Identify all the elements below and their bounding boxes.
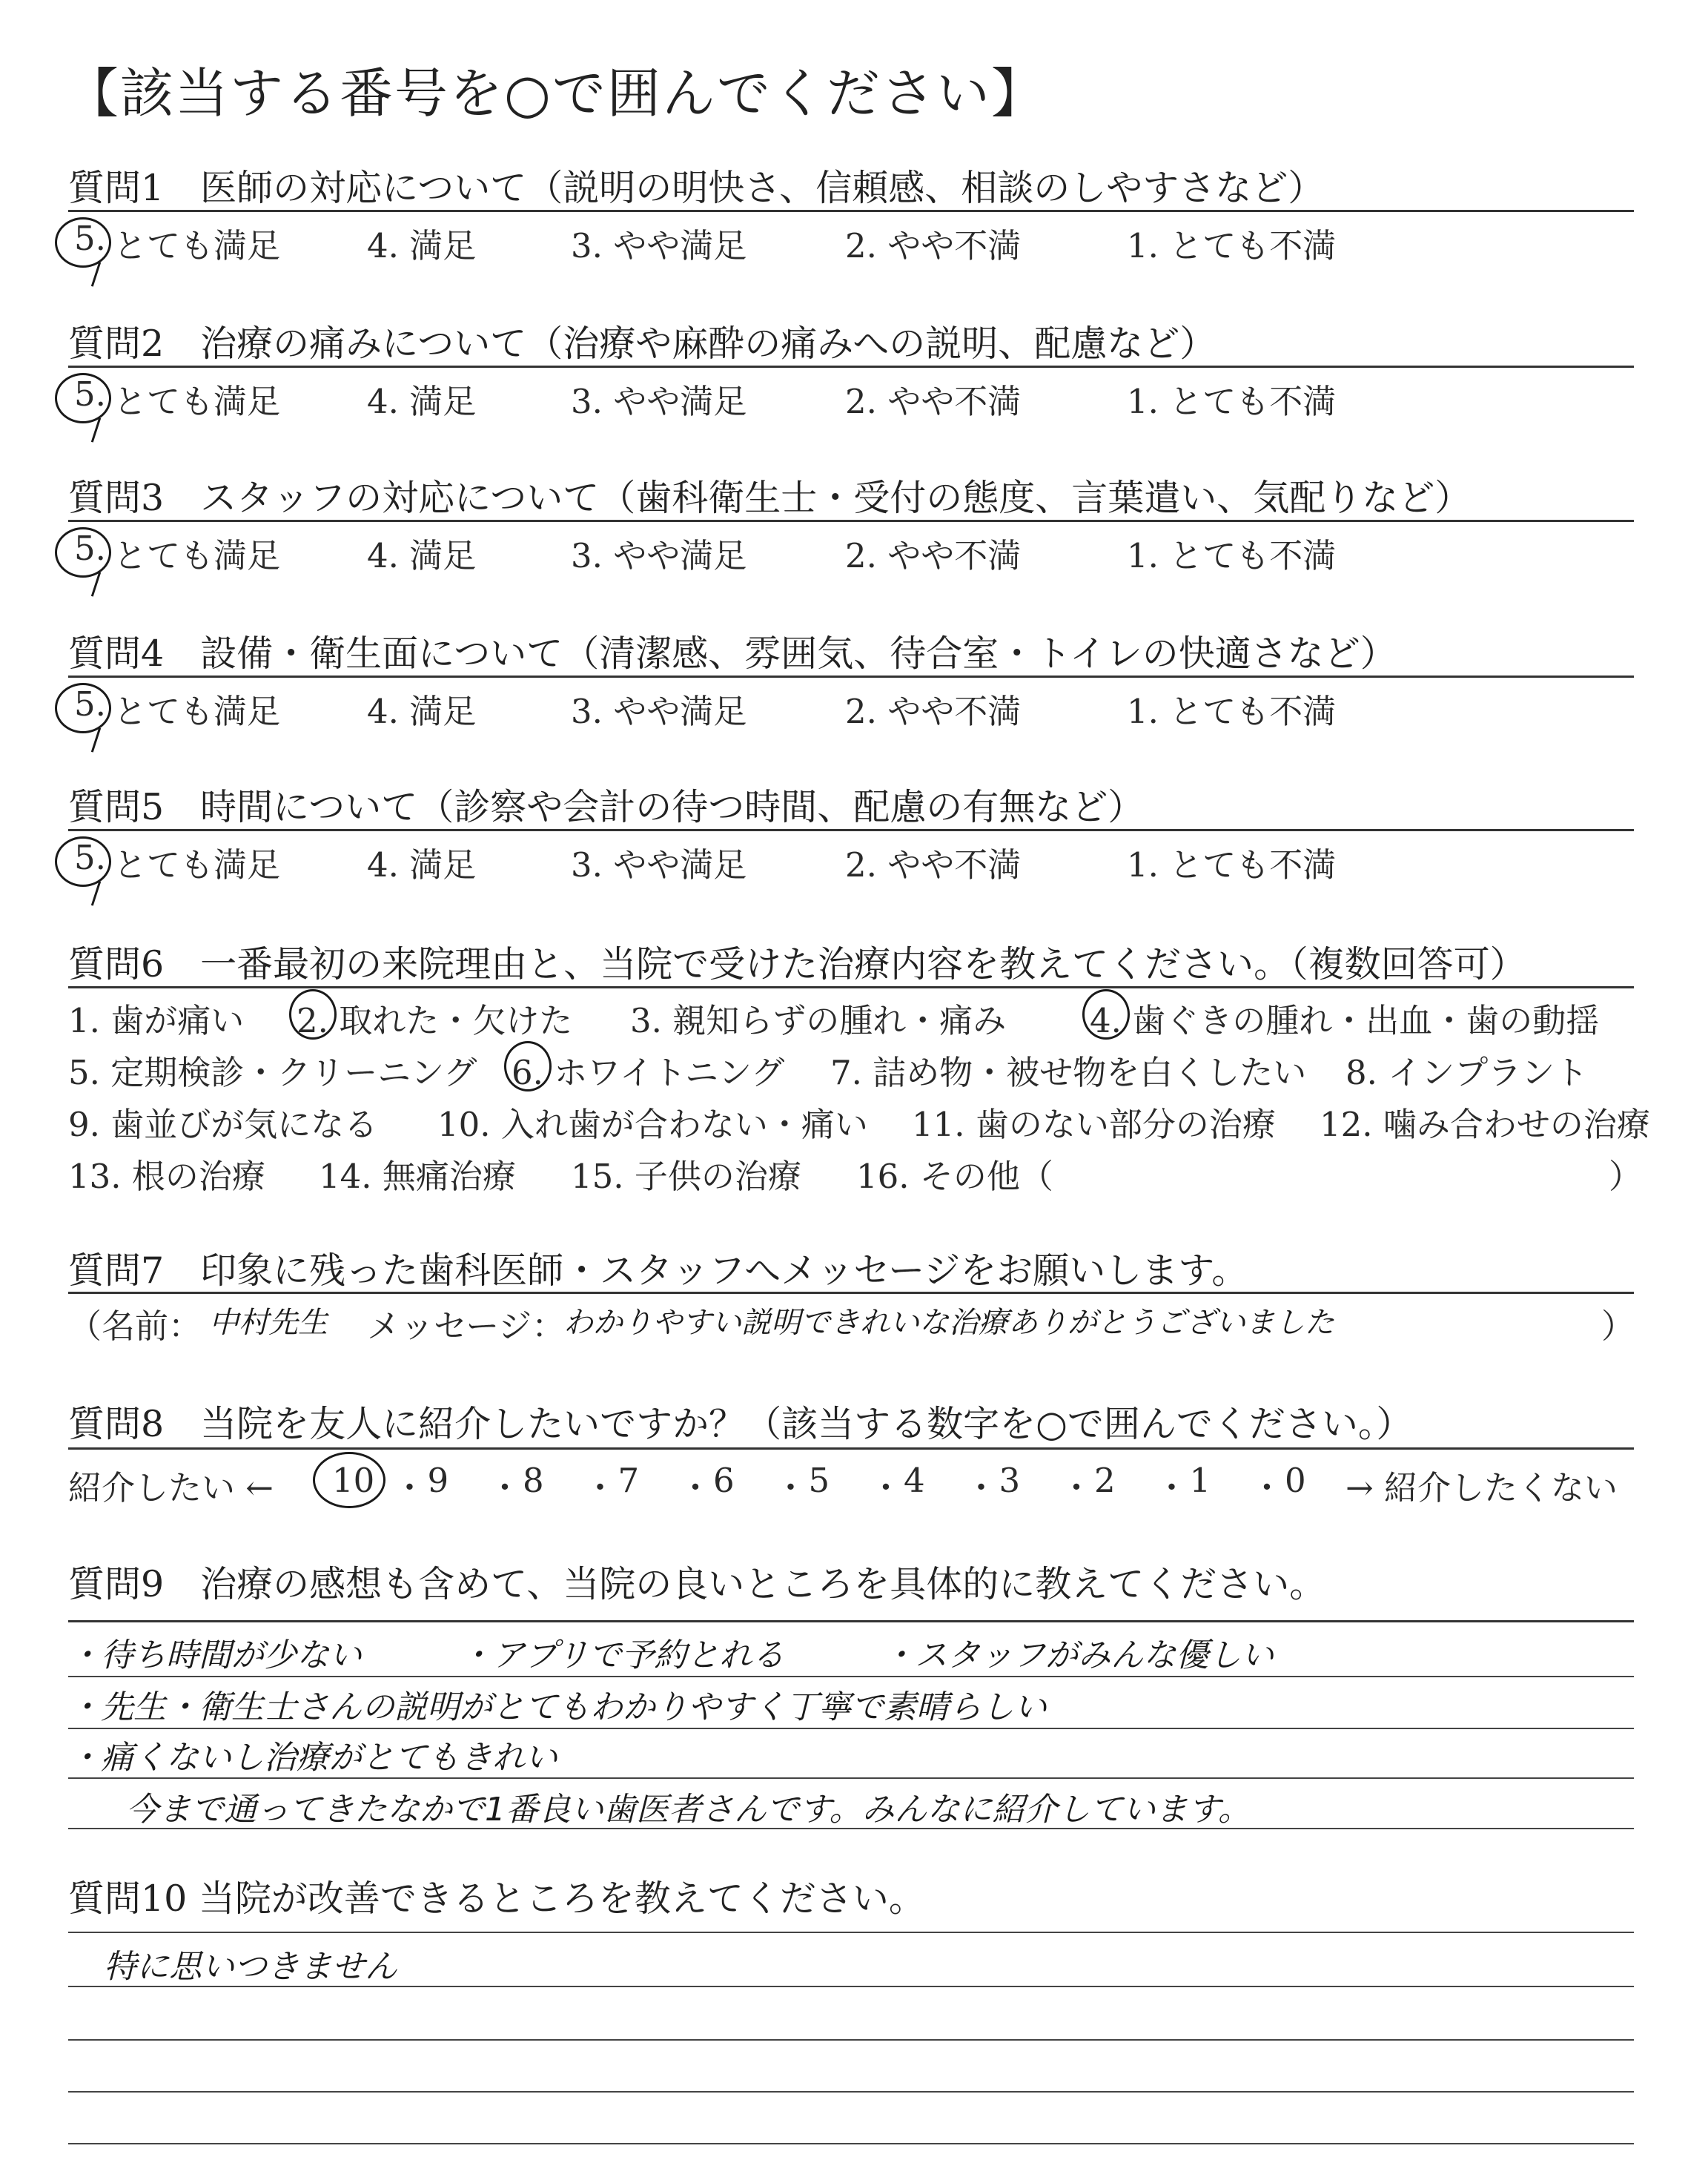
q8-scale-separator: ・ bbox=[1059, 1468, 1093, 1507]
divider bbox=[68, 210, 1634, 212]
question-title: 質問3 スタッフの対応について（歯科衛生士・受付の態度、言葉遣い、気配りなど） bbox=[68, 477, 1472, 519]
q6-option[interactable]: 10. 入れ歯が合わない・痛い bbox=[437, 1105, 868, 1144]
q8-scale-number[interactable]: 0 bbox=[1285, 1461, 1306, 1500]
rating-option[interactable]: 1. とても不満 bbox=[1127, 536, 1337, 575]
q10-title: 質問10 当院が改善できるところを教えてください。 bbox=[68, 1877, 925, 1920]
q6-option[interactable]: 1. 歯が痛い bbox=[68, 1001, 245, 1040]
q8-scale-separator: ・ bbox=[393, 1468, 427, 1507]
divider bbox=[68, 1292, 1634, 1294]
rating-option-5[interactable]: とても満足 bbox=[113, 536, 281, 575]
q6-option[interactable]: 5. 定期検診・クリーニング bbox=[68, 1053, 477, 1092]
q8-scale-number[interactable]: 3 bbox=[999, 1461, 1021, 1500]
rating-option[interactable]: 3. やや満足 bbox=[571, 692, 747, 731]
q8-scale-separator: ・ bbox=[1155, 1468, 1189, 1507]
q6-option[interactable]: 7. 詰め物・被せ物を白くしたい bbox=[830, 1053, 1307, 1092]
q8-scale-separator: ・ bbox=[583, 1468, 618, 1507]
selection-circle bbox=[313, 1452, 385, 1508]
q8-scale-number[interactable]: 4 bbox=[904, 1461, 925, 1500]
q9-answer-line[interactable]: ・待ち時間が少ない ・アプリで予約とれる ・スタッフがみんな優しい bbox=[68, 1636, 1274, 1674]
q6-option[interactable]: 3. 親知らずの腫れ・痛み bbox=[630, 1001, 1007, 1040]
divider bbox=[68, 520, 1634, 522]
q8-scale-separator: ・ bbox=[774, 1468, 808, 1507]
rating-option-5[interactable]: とても満足 bbox=[113, 382, 281, 421]
selection-circle bbox=[55, 683, 111, 733]
divider bbox=[68, 366, 1634, 368]
q8-scale-number[interactable]: 1 bbox=[1189, 1461, 1211, 1500]
divider bbox=[68, 676, 1634, 678]
q9-answer-line[interactable]: ・先生・衛生士さんの説明がとてもわかりやすく丁寧で素晴らしい bbox=[68, 1688, 1047, 1726]
form-header: 【該当する番号を○で囲んでください】 bbox=[65, 62, 1046, 125]
rating-option[interactable]: 3. やや満足 bbox=[571, 226, 747, 265]
rating-option[interactable]: 3. やや満足 bbox=[571, 536, 747, 575]
q6-option[interactable]: 6. ホワイトニング bbox=[512, 1053, 785, 1092]
q8-scale-separator: ・ bbox=[678, 1468, 712, 1507]
q8-scale-separator: ・ bbox=[488, 1468, 522, 1507]
q6-option[interactable]: 8. インプラント bbox=[1345, 1053, 1589, 1092]
rating-option[interactable]: 1. とても不満 bbox=[1127, 382, 1337, 421]
answer-line bbox=[68, 2091, 1634, 2093]
divider bbox=[68, 1447, 1634, 1450]
q8-scale-separator: ・ bbox=[964, 1468, 999, 1507]
rating-option[interactable]: 4. 満足 bbox=[367, 845, 477, 885]
q9-answer-line[interactable]: 今まで通ってきたなかで1番良い歯医者さんです。みんなに紹介しています。 bbox=[126, 1791, 1251, 1829]
rating-option[interactable]: 1. とても不満 bbox=[1127, 845, 1337, 885]
q8-scale-number[interactable]: 5 bbox=[808, 1461, 830, 1500]
q6-option[interactable]: 16. その他（ bbox=[856, 1157, 1053, 1196]
q6-option[interactable]: 12. 噛み合わせの治療 bbox=[1320, 1105, 1650, 1144]
q6-option[interactable]: 14. 無痛治療 bbox=[319, 1157, 516, 1196]
q8-scale-number[interactable]: 6 bbox=[713, 1461, 735, 1500]
selection-circle bbox=[55, 373, 111, 423]
q6-option[interactable]: 9. 歯並びが気になる bbox=[68, 1105, 378, 1144]
q8-scale-number[interactable]: 9 bbox=[427, 1461, 449, 1500]
q6-option[interactable]: 11. 歯のない部分の治療 bbox=[912, 1105, 1276, 1144]
rating-option[interactable]: 2. やや不満 bbox=[845, 692, 1022, 731]
rating-option[interactable]: 2. やや不満 bbox=[845, 382, 1022, 421]
question-title: 質問1 医師の対応について（説明の明快さ、信頼感、相談のしやすさなど） bbox=[68, 167, 1325, 209]
rating-option[interactable]: 2. やや不満 bbox=[845, 536, 1022, 575]
q7-name-value[interactable]: 中村先生 bbox=[209, 1306, 328, 1340]
q6-option[interactable]: 4. 歯ぐきの腫れ・出血・歯の動揺 bbox=[1090, 1001, 1600, 1040]
q7-title: 質問7 印象に残った歯科医師・スタッフへメッセージをお願いします。 bbox=[68, 1249, 1248, 1292]
q8-scale-number[interactable]: 10 bbox=[332, 1461, 375, 1500]
q8-scale-number[interactable]: 2 bbox=[1094, 1461, 1116, 1500]
selection-circle bbox=[55, 527, 111, 578]
selection-circle bbox=[55, 217, 111, 268]
divider bbox=[68, 829, 1634, 831]
q6-title: 質問6 一番最初の来院理由と、当院で受けた治療内容を教えてください。（複数回答可） bbox=[68, 943, 1526, 985]
rating-option[interactable]: 3. やや満足 bbox=[571, 382, 747, 421]
question-title: 質問5 時間について（診察や会計の待つ時間、配慮の有無など） bbox=[68, 786, 1145, 828]
q8-title: 質問8 当院を友人に紹介したいですか？（該当する数字を○で囲んでください。） bbox=[68, 1403, 1413, 1445]
q9-title: 質問9 治療の感想も含めて、当院の良いところを具体的に教えてください。 bbox=[68, 1563, 1326, 1605]
rating-option-5[interactable]: 5. bbox=[74, 684, 106, 724]
rating-option[interactable]: 1. とても不満 bbox=[1127, 226, 1337, 265]
rating-option[interactable]: 2. やや不満 bbox=[845, 226, 1022, 265]
q8-scale-separator: ・ bbox=[869, 1468, 903, 1507]
rating-option[interactable]: 4. 満足 bbox=[367, 692, 477, 731]
rating-option[interactable]: 2. やや不満 bbox=[845, 845, 1022, 885]
q7-name-label: （名前： bbox=[68, 1307, 202, 1346]
answer-line bbox=[68, 1676, 1634, 1677]
q8-right-label: → 紹介したくない bbox=[1345, 1468, 1618, 1507]
q8-scale-number[interactable]: 8 bbox=[523, 1461, 544, 1500]
q8-scale-number[interactable]: 7 bbox=[618, 1461, 640, 1500]
answer-line bbox=[68, 2143, 1634, 2144]
answer-line bbox=[68, 2039, 1634, 2041]
rating-option[interactable]: 4. 満足 bbox=[367, 382, 477, 421]
rating-option-5[interactable]: とても満足 bbox=[113, 692, 281, 731]
question-title: 質問4 設備・衛生面について（清潔感、雰囲気、待合室・トイレの快適さなど） bbox=[68, 633, 1397, 675]
divider bbox=[68, 1620, 1634, 1622]
q6-option[interactable]: 15. 子供の治療 bbox=[571, 1157, 801, 1196]
selection-circle bbox=[55, 836, 111, 887]
answer-line bbox=[68, 1932, 1634, 1933]
q7-message-value[interactable]: わかりやすい説明できれいな治療ありがとうございました bbox=[563, 1306, 1334, 1340]
rating-option-5[interactable]: とても満足 bbox=[113, 226, 281, 265]
q8-scale-separator: ・ bbox=[1250, 1468, 1284, 1507]
rating-option-5[interactable]: 5. bbox=[74, 529, 106, 568]
q9-answer-line[interactable]: ・痛くないし治療がとてもきれい bbox=[68, 1739, 557, 1777]
question-title: 質問2 治療の痛みについて（治療や麻酔の痛みへの説明、配慮など） bbox=[68, 323, 1217, 365]
rating-option-5[interactable]: 5. bbox=[74, 374, 106, 414]
q10-answer[interactable]: 特に思いつきません bbox=[104, 1948, 397, 1986]
q7-close-paren: ） bbox=[1601, 1307, 1635, 1346]
rating-option[interactable]: 3. やや満足 bbox=[571, 845, 747, 885]
q6-option[interactable]: ） bbox=[1609, 1157, 1643, 1196]
selection-circle bbox=[504, 1041, 552, 1091]
selection-circle bbox=[1082, 989, 1130, 1040]
answer-line bbox=[68, 1728, 1634, 1729]
rating-option-5[interactable]: 5. bbox=[74, 838, 106, 877]
q6-option[interactable]: 13. 根の治療 bbox=[68, 1157, 265, 1196]
rating-option[interactable]: 4. 満足 bbox=[367, 536, 477, 575]
selection-circle bbox=[289, 989, 337, 1040]
rating-option[interactable]: 4. 満足 bbox=[367, 226, 477, 265]
rating-option[interactable]: 1. とても不満 bbox=[1127, 692, 1337, 731]
q6-option[interactable]: 2. 取れた・欠けた bbox=[297, 1001, 573, 1040]
q7-message-label: メッセージ： bbox=[367, 1307, 566, 1346]
rating-option-5[interactable]: とても満足 bbox=[113, 845, 281, 885]
q8-left-label: 紹介したい ← bbox=[68, 1468, 274, 1507]
divider bbox=[68, 986, 1634, 988]
rating-option-5[interactable]: 5. bbox=[74, 219, 106, 258]
